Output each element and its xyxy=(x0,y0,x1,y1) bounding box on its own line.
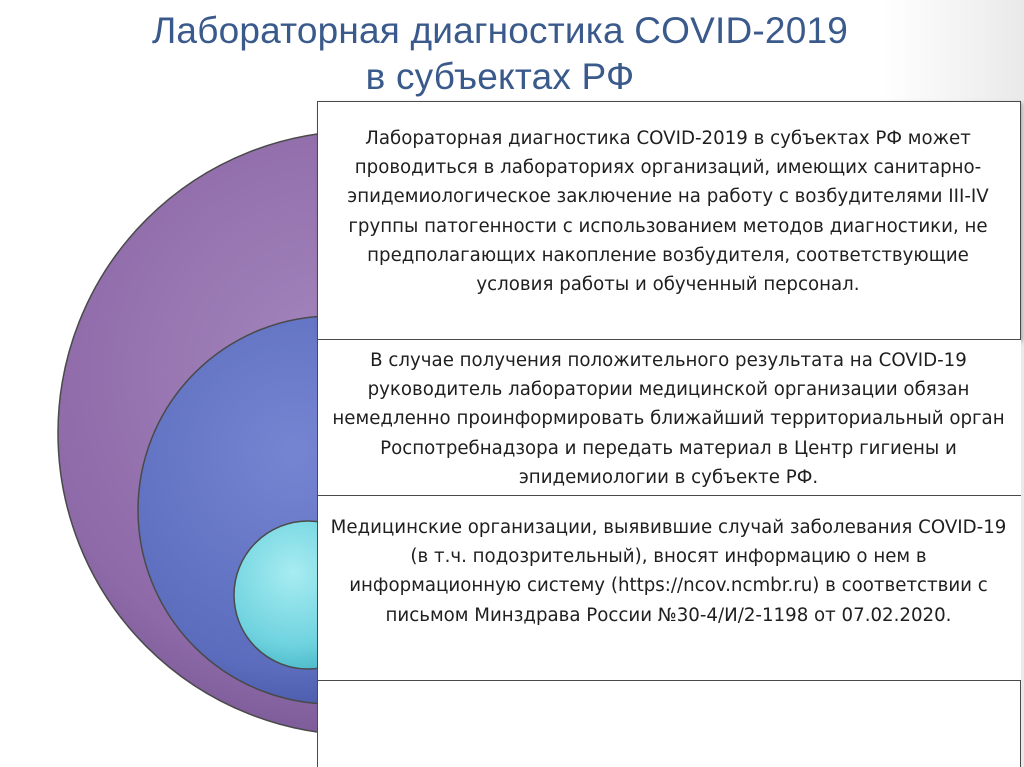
text-panel-3 xyxy=(317,495,1021,680)
text-panel-1 xyxy=(317,101,1021,340)
text-panel-4 xyxy=(317,680,1021,767)
panel-1-text: Лабораторная диагностика COVID-2019 в субъектах РФ может проводиться в лабораториях организаций, имеющих санитарно-эпидемиологическое заключение на работу с возбудителями III-IV группы патогенности с использованием методов диагностики, не предполагающих накопление возбудителя, соответствующие условия работы и обученный персонал. xyxy=(347,128,989,296)
panel-3-text: Медицинские организации, выявившие случай заболевания COVID-19 (в т.ч. подозрительный), вносят информацию о нем в информационную систему (https://ncov.ncmbr.ru) в соответствии с письмом Минздрава России №30-4/И/2-1198 от 07.02.2020. xyxy=(330,517,1007,626)
slide-title-line-1: Лабораторная диагностика COVID-2019 xyxy=(151,10,849,51)
text-panel-2 xyxy=(317,339,1021,496)
panel-2-text: В случае получения положительного результата на COVID-19 руководитель лаборатории медицинской организации обязан немедленно проинформировать ближайший территориальный орган Роспотребнадзора и передать материал в Центр гигиены и эпидемиологии в субъекте РФ. xyxy=(332,350,1005,488)
slide-title-line-2: в субъектах РФ xyxy=(365,56,635,97)
